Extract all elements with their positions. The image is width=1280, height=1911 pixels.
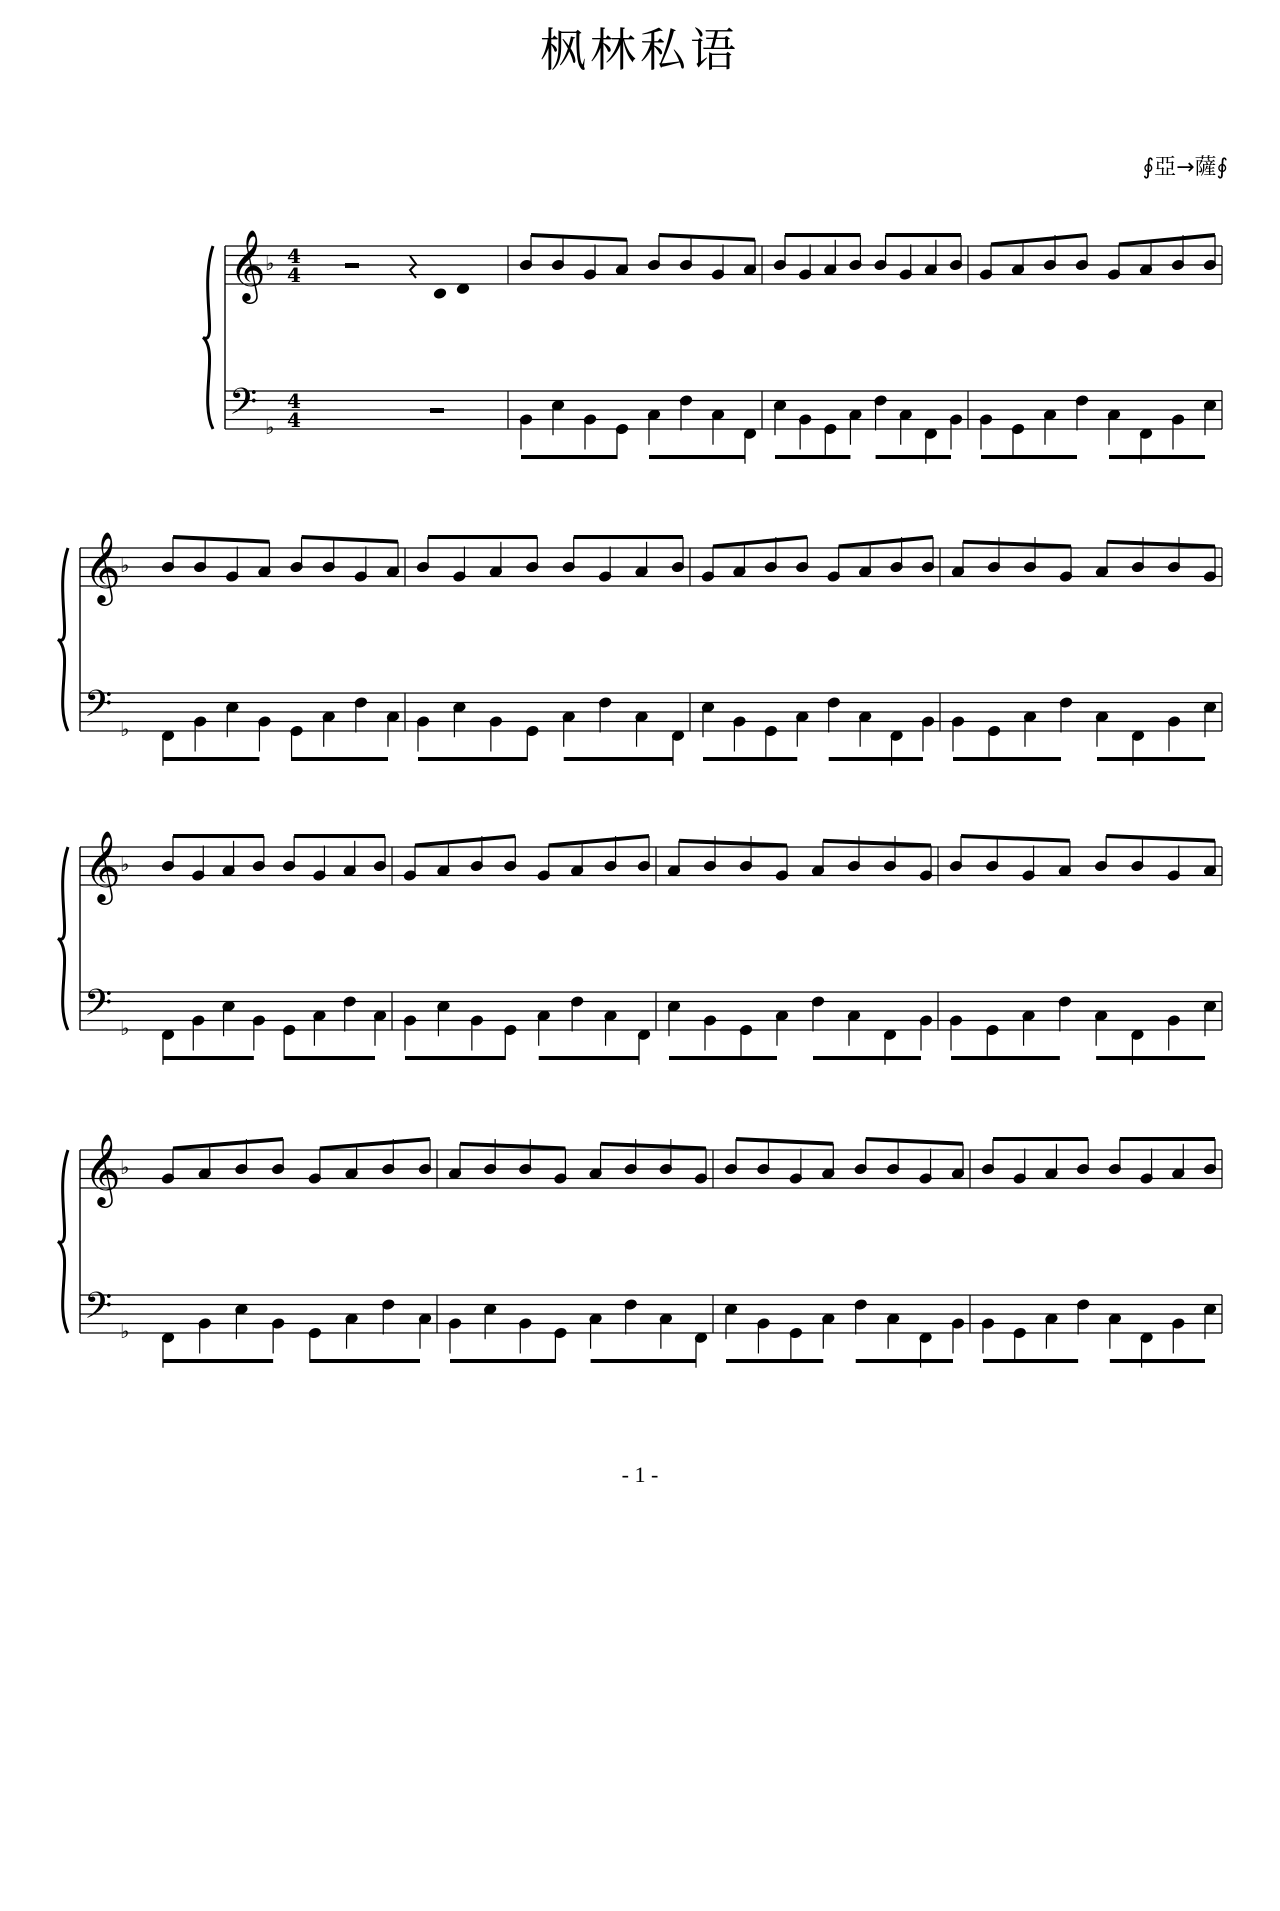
bass-clef: 𝄢: [84, 1285, 113, 1336]
time-signature-top: 4: [287, 244, 301, 268]
beam: [173, 1139, 283, 1149]
measure-treble: [951, 537, 1216, 582]
beam: [1107, 542, 1215, 547]
beam: [961, 836, 1070, 841]
treble-staff: [80, 1150, 1222, 1188]
system-3: [58, 829, 1222, 1065]
beam: [173, 537, 269, 542]
measure-treble: [949, 836, 1216, 881]
system-1: [203, 228, 1222, 464]
beam: [866, 1139, 963, 1144]
treble-staff: [80, 548, 1222, 586]
measure-treble: [979, 235, 1216, 280]
beam: [601, 1144, 706, 1149]
beam: [659, 235, 755, 240]
key-signature-flat: ♭: [120, 717, 130, 741]
beam: [531, 235, 627, 240]
bass-staff: [80, 1295, 1222, 1333]
beam: [415, 836, 515, 846]
page-number: - 1 -: [621, 1462, 659, 1487]
key-signature-flat: ♭: [120, 1016, 130, 1040]
bass-clef: 𝄢: [229, 381, 258, 432]
brace: [58, 847, 68, 1030]
measure-treble: [161, 836, 386, 881]
composer-credit: ∮亞→薩∮: [1142, 155, 1228, 180]
measure-treble: [981, 1139, 1216, 1184]
time-signature-bottom: 4: [287, 408, 301, 432]
key-signature-flat: ♭: [120, 1319, 130, 1343]
measure-treble: [161, 537, 399, 582]
beam: [823, 841, 931, 846]
treble-clef: 𝄞: [84, 530, 121, 603]
system-2: [58, 530, 1222, 766]
key-signature-flat: ♭: [120, 852, 130, 876]
bass-clef: 𝄢: [84, 683, 113, 734]
beam: [839, 537, 933, 547]
time-signature-top: 4: [287, 389, 301, 413]
measure-treble: [161, 1139, 431, 1184]
measure-treble: [773, 235, 962, 280]
measure-treble: [724, 1139, 964, 1184]
treble-clef: 𝄞: [84, 829, 121, 902]
brace: [203, 246, 213, 429]
bass-clef: 𝄢: [84, 982, 113, 1033]
measure-treble: [416, 537, 684, 582]
beam: [302, 537, 398, 542]
beam: [460, 1144, 565, 1149]
brace: [58, 548, 68, 731]
key-signature-flat: ♭: [120, 553, 130, 577]
treble-clef: 𝄞: [84, 1132, 121, 1205]
beam: [549, 836, 649, 846]
beam: [1119, 235, 1215, 245]
treble-clef: 𝄞: [229, 228, 266, 301]
time-signature-bottom: 4: [287, 263, 301, 287]
beam: [320, 1139, 430, 1149]
system-4: [58, 1132, 1222, 1368]
page-title: 枫林私语: [540, 23, 740, 77]
key-signature-flat: ♭: [265, 415, 275, 439]
key-signature-flat: ♭: [265, 251, 275, 275]
measure-treble: [433, 283, 469, 299]
beam: [991, 235, 1087, 245]
measure-treble: [519, 235, 756, 280]
treble-staff: [80, 847, 1222, 885]
beam: [963, 542, 1071, 547]
bass-staff: [80, 693, 1222, 731]
beam: [1106, 836, 1215, 841]
note-head: [456, 283, 469, 295]
beam: [736, 1139, 833, 1144]
beam: [679, 841, 787, 846]
measure-treble: [448, 1139, 707, 1184]
brace: [58, 1150, 68, 1333]
measure-treble: [701, 537, 934, 582]
measure-treble: [403, 836, 650, 881]
bass-staff: [80, 992, 1222, 1030]
beam: [713, 537, 807, 547]
measure-treble: [667, 836, 932, 881]
key-signature-flat: ♭: [120, 1155, 130, 1179]
bass-staff: [225, 391, 1222, 429]
